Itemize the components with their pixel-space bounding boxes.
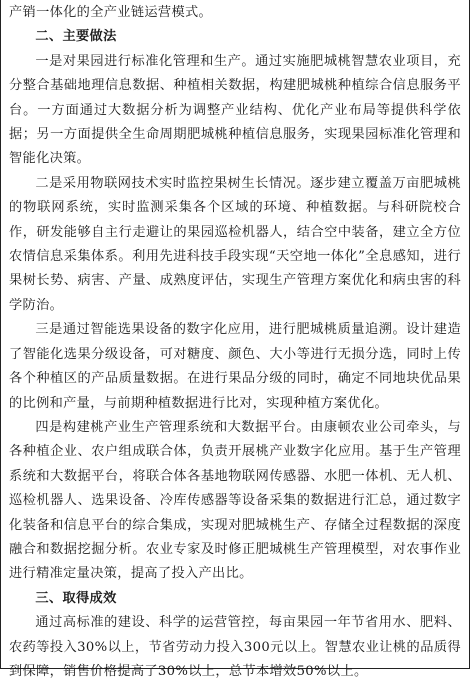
section-heading-results: 三、取得成效 [35,590,117,606]
paragraph-iot-monitoring: 二是采用物联网技术实时监控果树生长情况。逐步建立覆盖万亩肥城桃的物联网系统，实时监测采集各个区域的环境、种植数据。与科研院校合作，研发能够自主行走避让的果园巡检机器人，结合空中装备，建立全方位农情信息采集体系。利用先进科技手段实现“天空地一体化”全息感知，进行果树长势、病害、产量、成熟度评估，实现生产管理方案优化和病虫害的科学防治。 [9,175,461,313]
paragraph-standardized-management: 一是对果园进行标准化管理和生产。通过实施肥城桃智慧农业项目，充分整合基础地理信息数据、种植相关数据，构建肥城桃种植综合信息服务平台。一方面通过大数据分析为调整产业结构、优化产业布局等提供科学依据；另一方面提供全生命周期肥城桃种植信息服务，实现果园标准化管理和智能化决策。 [9,53,461,167]
intro-tail-paragraph: 产销一体化的全产业链运营模式。 [9,5,213,20]
document-body [9,1,461,684]
section-heading-main-practices: 二、主要做法 [35,29,117,45]
paragraph-smart-fruit-sorting: 三是通过智能选果设备的数字化应用，进行肥城桃质量追溯。设计建造了智能化选果分级设备，可对糖度、颜色、大小等进行无损分选，同时上传各个种植区的产品质量数据。在进行果品分级的同时，确定不同地块优品果的比例和产量，与前期种植数据进行比对，实现种植方案优化。 [9,322,461,411]
paragraph-big-data-platform: 四是构建桃产业生产管理系统和大数据平台。由康顿农业公司牵头，与各种植企业、农户组成联合体，负责开展桃产业数字化应用。基于生产管理系统和大数据平台，将联合体各基地物联网传感器、水肥一体机、无人机、巡检机器人、选果设备、冷库传感器等设备采集的数据进行汇总，通过数字化装备和信息平台的综合集成，实现对肥城桃生产、存储全过程数据的深度融合和数据挖掘分析。农业专家及时修正肥城桃生产管理模型，对农事作业进行精准定量决策，提高了投入产出比。 [9,419,461,582]
paragraph-results: 通过高标准的建设、科学的运营管控，每亩果园一年节省用水、肥料、农药等投入30%以上，节省劳动力投入300元以上。智慧农业让桃的品质得到保障，销售价格提高了30%以上，总节本增效50%以上。 [9,615,461,679]
